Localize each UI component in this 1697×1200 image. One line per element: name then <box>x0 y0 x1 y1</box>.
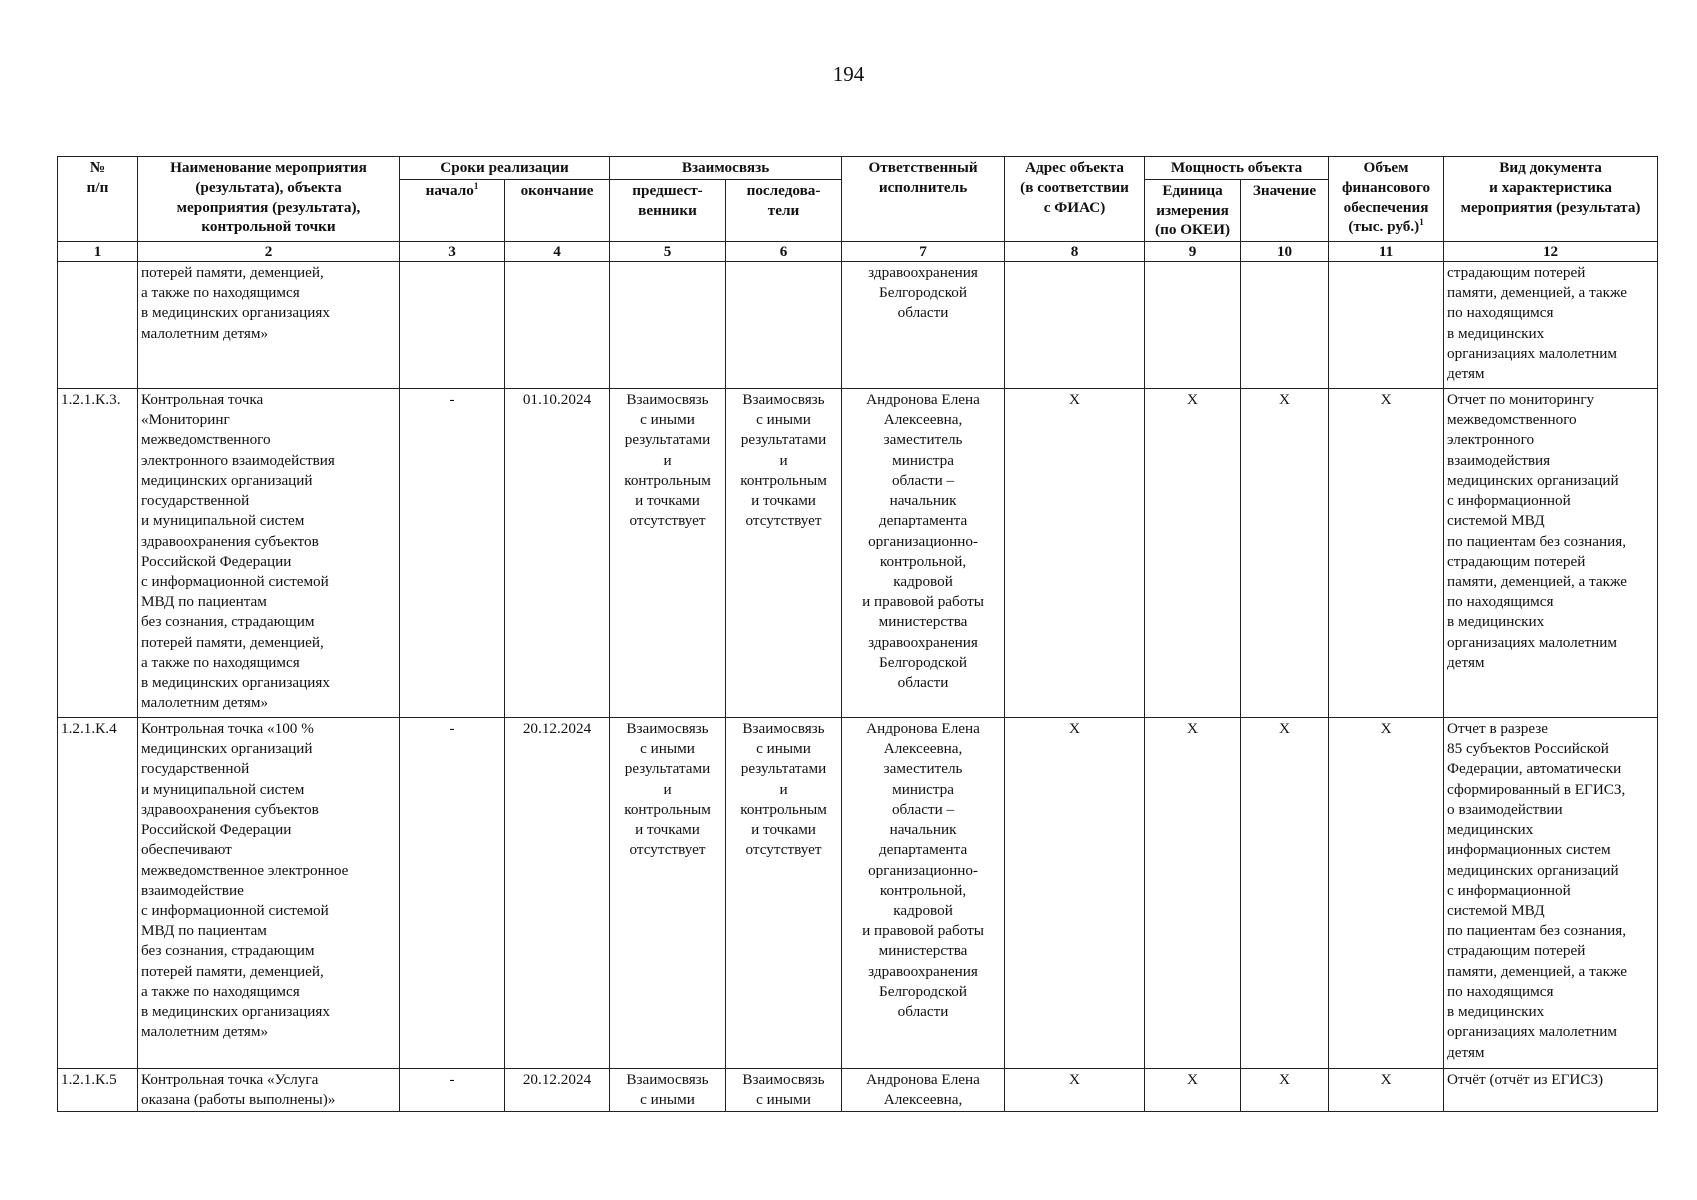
cell-end: 20.12.2024 <box>505 718 610 1069</box>
cell-successors: Взаимосвязь с иными результатами и контрольным и точками отсутствует <box>726 389 842 718</box>
cell-predecessors: Взаимосвязь с иными <box>610 1069 726 1112</box>
header-value: Значение <box>1241 179 1329 241</box>
header-address: Адрес объекта (в соответствии с ФИАС) <box>1005 157 1145 242</box>
cell-unit: X <box>1145 718 1241 1069</box>
cell-num: 1.2.1.К.4 <box>58 718 138 1069</box>
cell-responsible: здравоохранения Белгородской области <box>842 262 1005 389</box>
cell-doc: Отчет по мониторингу межведомственного электронного взаимодействия медицинских организаций с информационной системой МВД по пациентам без сознания, страдающим потерей памяти, деменцией, а также по находящимся в медицинских организациях малолетним детям <box>1444 389 1658 718</box>
cell-value: X <box>1241 389 1329 718</box>
header-end: окончание <box>505 179 610 241</box>
header-row-1 <box>58 157 1658 180</box>
cell-successors: Взаимосвязь с иными результатами и контрольным и точками отсутствует <box>726 718 842 1069</box>
cell-predecessors <box>610 262 726 389</box>
table-row <box>58 718 1658 1069</box>
cell-start: - <box>400 1069 505 1112</box>
cell-address: X <box>1005 389 1145 718</box>
cell-value: X <box>1241 1069 1329 1112</box>
cell-value: X <box>1241 718 1329 1069</box>
cell-num <box>58 262 138 389</box>
cell-responsible: Андронова Елена Алексеевна, <box>842 1069 1005 1112</box>
column-number-row <box>58 242 1658 262</box>
cell-predecessors: Взаимосвязь с иными результатами и контрольным и точками отсутствует <box>610 389 726 718</box>
column-number: 2 <box>138 242 400 262</box>
cell-start <box>400 262 505 389</box>
table-row <box>58 389 1658 718</box>
cell-num: 1.2.1.К.3. <box>58 389 138 718</box>
cell-value <box>1241 262 1329 389</box>
header-successors: последова- тели <box>726 179 842 241</box>
table-row <box>58 262 1658 389</box>
cell-name: Контрольная точка «Мониторинг межведомственного электронного взаимодействия медицинских организаций государственной и муниципальной систем здравоохранения субъектов Российской Федерации с информационной системой МВД по пациентам без сознания, страдающим потерей памяти, деменцией, а также по находящимся в медицинских организациях малолетним детям» <box>138 389 400 718</box>
column-number: 5 <box>610 242 726 262</box>
column-number: 7 <box>842 242 1005 262</box>
header-start <box>400 179 505 241</box>
cell-start: - <box>400 389 505 718</box>
cell-end: 01.10.2024 <box>505 389 610 718</box>
plan-table <box>57 156 1658 1112</box>
column-number: 6 <box>726 242 842 262</box>
header-name: Наименование мероприятия (результата), объекта мероприятия (результата), контрольной точки <box>138 157 400 242</box>
cell-end <box>505 262 610 389</box>
cell-responsible: Андронова Елена Алексеевна, заместитель министра области – начальник департамента организационно- контрольной, кадровой и правовой работы министерства здравоохранения Белгородской области <box>842 718 1005 1069</box>
column-number: 8 <box>1005 242 1145 262</box>
cell-start: - <box>400 718 505 1069</box>
header-start-text: начало <box>425 181 474 199</box>
cell-finance <box>1329 262 1444 389</box>
cell-name: Контрольная точка «100 % медицинских организаций государственной и муниципальной систем здравоохранения субъектов Российской Федерации обеспечивают межведомственное электронное взаимодействие с информационной системой МВД по пациентам без сознания, страдающим потерей памяти, деменцией, а также по находящимся в медицинских организациях малолетним детям» <box>138 718 400 1069</box>
cell-doc: Отчёт (отчёт из ЕГИСЗ) <box>1444 1069 1658 1112</box>
column-number: 12 <box>1444 242 1658 262</box>
header-predecessors: предшест- венники <box>610 179 726 241</box>
table-row <box>58 1069 1658 1112</box>
cell-end: 20.12.2024 <box>505 1069 610 1112</box>
header-unit: Единица измерения (по ОКЕИ) <box>1145 179 1241 241</box>
header-num: № п/п <box>58 157 138 242</box>
cell-name: потерей памяти, деменцией, а также по находящимся в медицинских организациях малолетним детям» <box>138 262 400 389</box>
header-relation: Взаимосвязь <box>610 157 842 180</box>
page-number: 194 <box>832 62 865 86</box>
header-doc: Вид документа и характеристика мероприятия (результата) <box>1444 157 1658 242</box>
column-number: 4 <box>505 242 610 262</box>
header-finance-footnote: 1 <box>1419 217 1424 228</box>
header-responsible: Ответственный исполнитель <box>842 157 1005 242</box>
cell-name: Контрольная точка «Услуга оказана (работы выполнены)» <box>138 1069 400 1112</box>
cell-address: X <box>1005 718 1145 1069</box>
column-number: 10 <box>1241 242 1329 262</box>
column-number: 9 <box>1145 242 1241 262</box>
header-finance <box>1329 157 1444 242</box>
cell-unit: X <box>1145 389 1241 718</box>
cell-finance: X <box>1329 1069 1444 1112</box>
cell-predecessors: Взаимосвязь с иными результатами и контрольным и точками отсутствует <box>610 718 726 1069</box>
header-start-footnote: 1 <box>473 180 479 191</box>
cell-unit: X <box>1145 1069 1241 1112</box>
cell-address: X <box>1005 1069 1145 1112</box>
cell-num: 1.2.1.К.5 <box>58 1069 138 1112</box>
column-number: 3 <box>400 242 505 262</box>
cell-unit <box>1145 262 1241 389</box>
cell-finance: X <box>1329 718 1444 1069</box>
header-terms: Сроки реализации <box>400 157 610 180</box>
cell-successors <box>726 262 842 389</box>
column-number: 11 <box>1329 242 1444 262</box>
cell-doc: Отчет в разрезе 85 субъектов Российской Федерации, автоматически сформированный в ЕГИСЗ, о взаимодействии медицинских информационных систем медицинских организаций с информационной системой МВД по пациентам без сознания, страдающим потерей памяти, деменцией, а также по находящимся в медицинских организациях малолетним детям <box>1444 718 1658 1069</box>
cell-responsible: Андронова Елена Алексеевна, заместитель министра области – начальник департамента организационно- контрольной, кадровой и правовой работы министерства здравоохранения Белгородской области <box>842 389 1005 718</box>
cell-finance: X <box>1329 389 1444 718</box>
column-number: 1 <box>58 242 138 262</box>
cell-successors: Взаимосвязь с иными <box>726 1069 842 1112</box>
header-capacity: Мощность объекта <box>1145 157 1329 180</box>
cell-address <box>1005 262 1145 389</box>
header-finance-text: Объем финансового обеспечения (тыс. руб.) <box>1341 159 1431 236</box>
cell-doc: страдающим потерей памяти, деменцией, а также по находящимся в медицинских организациях малолетним детям <box>1444 262 1658 389</box>
